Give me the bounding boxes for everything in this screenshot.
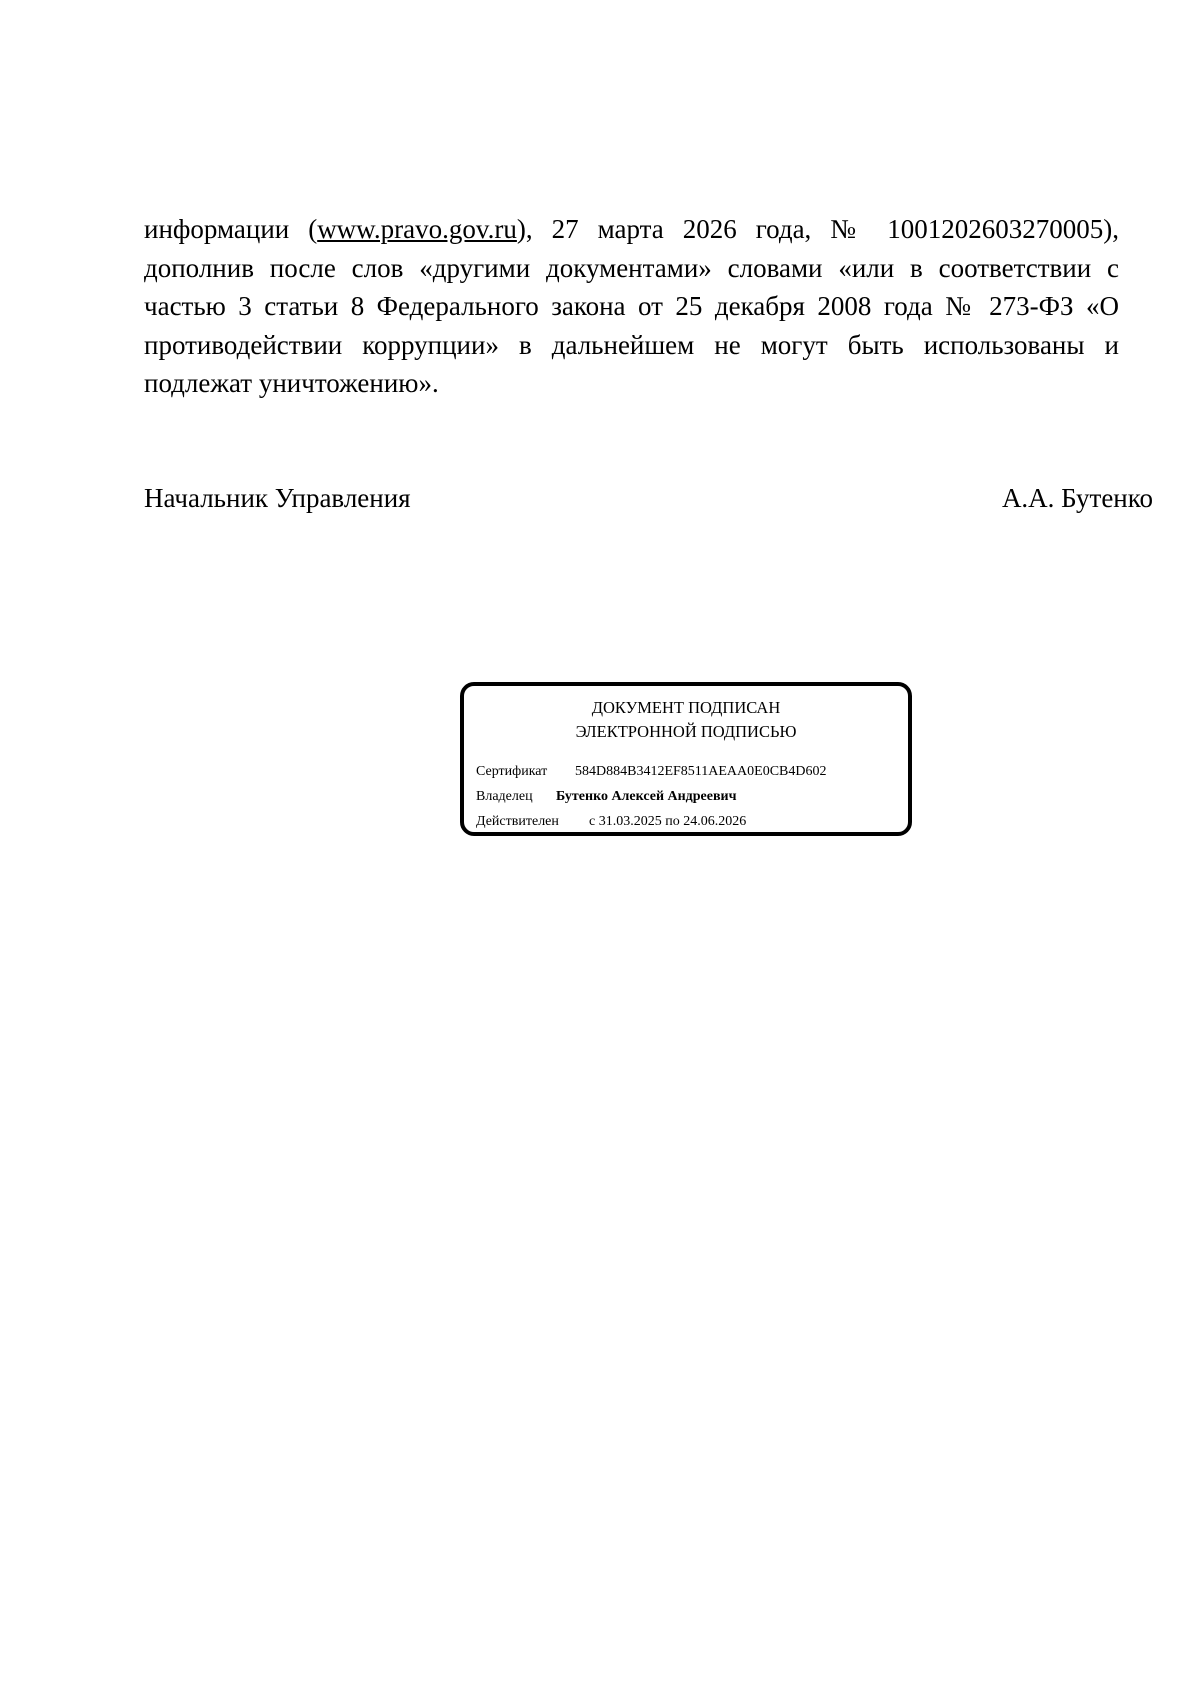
paragraph-line-4: противодействии коррупции» в дальнейшем не могут быть использованы и [144, 329, 1119, 360]
stamp-validity-row [476, 813, 906, 831]
paragraph-line-1-end: ), 27 марта 2026 года, № 1001202603270005), [516, 214, 1119, 244]
owner-value: Бутенко Алексей Андреевич [556, 789, 737, 804]
document-paragraph [144, 210, 1119, 403]
certificate-value: 584D884B3412EF8511AEAA0E0CB4D602 [575, 764, 827, 779]
paragraph-line-3: частью 3 статьи 8 Федерального закона от 25 декабря 2008 года № 273-ФЗ «О [144, 291, 1119, 321]
signature-block [144, 479, 1153, 517]
signatory-position: Начальник Управления [144, 483, 411, 513]
owner-label: Владелец [476, 789, 533, 804]
pravo-link[interactable]: www.pravo.gov.ru [317, 214, 517, 244]
valid-value: с 31.03.2025 по 24.06.2026 [589, 814, 747, 829]
electronic-signature-stamp [460, 682, 912, 836]
valid-label: Действителен [476, 814, 559, 829]
stamp-title-line-1: ДОКУМЕНТ ПОДПИСАН [591, 698, 781, 717]
paragraph-line-5: подлежат уничтожению». [144, 368, 439, 398]
stamp-title-line-2: ЭЛЕКТРОННОЙ ПОДПИСЬЮ [575, 722, 797, 741]
stamp-certificate-row [476, 763, 906, 781]
signatory-name: А.А. Бутенко [1001, 483, 1153, 513]
paragraph-line-1-start: информации ( [144, 214, 318, 244]
certificate-label: Сертификат [476, 764, 548, 779]
stamp-owner-row [476, 788, 906, 806]
paragraph-line-1 [144, 210, 1119, 249]
paragraph-line-2: дополнив после слов «другими документами» словами «или в соответствии с [144, 252, 1119, 283]
